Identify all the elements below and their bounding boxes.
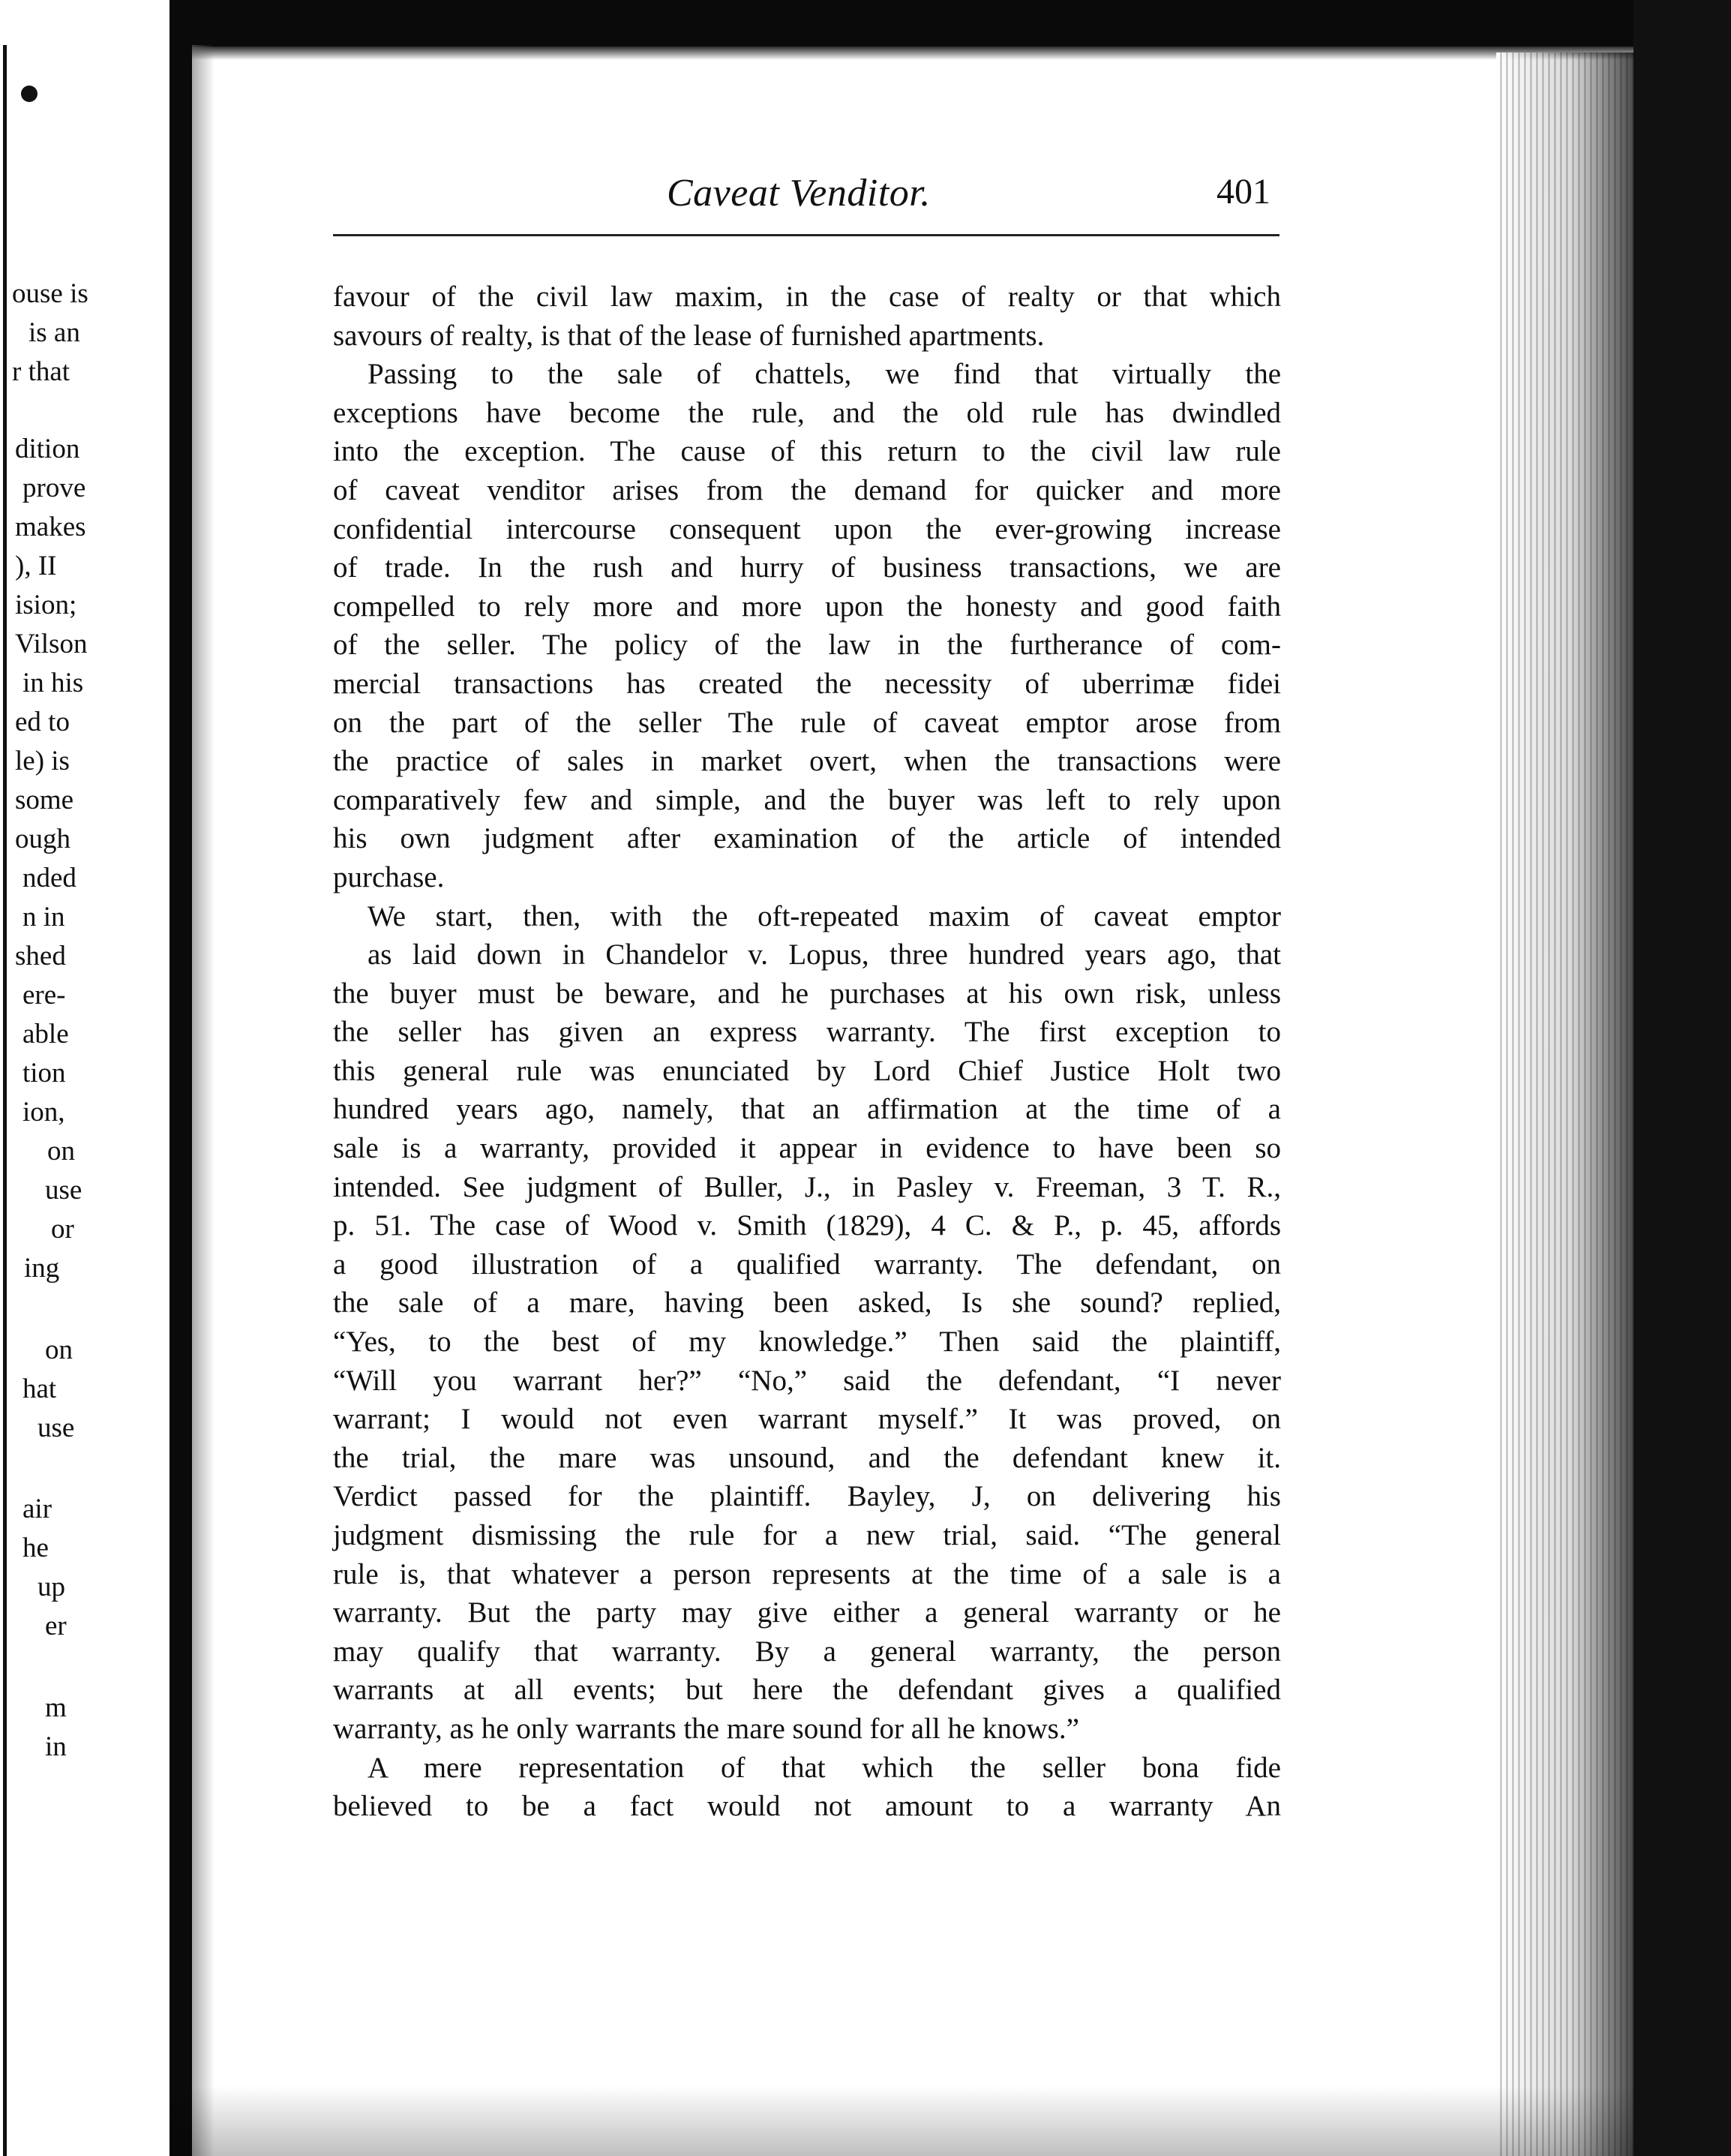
text-line: warrant; I would not even warrant myself.” It was proved, on: [333, 1403, 1281, 1436]
text-line: the seller has given an express warranty. The first exception to: [333, 1016, 1281, 1049]
text-line: We start, then, with the oft-repeated maxim of caveat emptor: [368, 899, 1281, 932]
text-line: warranty, as he only warrants the mare sound for all he knows.”: [333, 1712, 1079, 1745]
text-line: savours of realty, is that of the lease of furnished apartments.: [333, 319, 1045, 352]
margin-fragment: ed to: [15, 707, 70, 737]
text-line: a good illustration of a qualified warranty. The defendant, on: [333, 1248, 1281, 1281]
text-line: on the part of the seller The rule of caveat emptor arose from: [333, 706, 1281, 739]
text-line: the sale of a mare, having been asked, Is she sound? replied,: [333, 1287, 1281, 1320]
margin-fragment: ion,: [22, 1097, 65, 1128]
margin-fragment: in his: [22, 668, 84, 698]
text-line: the buyer must be beware, and he purchases at his own risk, unless: [333, 977, 1281, 1010]
text-line: sale is a warranty, provided it appear in evidence to have been so: [333, 1132, 1281, 1165]
margin-fragment: ough: [15, 824, 70, 854]
margin-fragment: n in: [22, 902, 65, 932]
margin-fragment: on: [45, 1335, 73, 1365]
text-line: confidential intercourse consequent upon the ever-growing increase: [333, 512, 1281, 545]
margin-fragment: ision;: [15, 590, 77, 620]
text-line: hundred years ago, namely, that an affirmation at the time of a: [333, 1093, 1281, 1126]
text-line: of the seller. The policy of the law in the furtherance of com-: [333, 629, 1281, 662]
margin-fragment: le) is: [15, 746, 70, 776]
text-line: rule is, that whatever a person represents at the time of a sale is a: [333, 1557, 1281, 1590]
page-number: 401: [1216, 172, 1270, 212]
scan-top-border: [170, 0, 1688, 47]
text-line: compelled to rely more and more upon the honesty and good faith: [333, 590, 1281, 623]
text-line: intended. See judgment of Buller, J., in Pasley v. Freeman, 3 T. R.,: [333, 1170, 1281, 1203]
text-line: judgment dismissing the rule for a new trial, said. “The general: [333, 1519, 1281, 1551]
margin-fragment: able: [22, 1019, 69, 1049]
margin-fragment: some: [15, 785, 74, 815]
text-line: warranty. But the party may give either a general warranty or he: [333, 1596, 1281, 1629]
margin-fragment: ing: [24, 1253, 60, 1284]
text-line: mercial transactions has created the necessity of uberrimæ fidei: [333, 667, 1281, 700]
text-line: Verdict passed for the plaintiff. Bayley, J, on delivering his: [333, 1480, 1281, 1513]
margin-fragment: ), II: [15, 551, 57, 581]
margin-fragment: hat: [22, 1374, 57, 1404]
page-header: [333, 171, 1278, 246]
margin-fragment: tion: [22, 1058, 66, 1089]
margin-fragment: is an: [28, 317, 80, 348]
body-text: [333, 278, 1281, 1826]
header-rule: [333, 234, 1280, 236]
text-line: of trade. In the rush and hurry of business transactions, we are: [333, 551, 1281, 584]
scan-speck: [21, 86, 38, 102]
text-line: the trial, the mare was unsound, and the defendant knew it.: [333, 1441, 1281, 1474]
margin-fragment: prove: [22, 473, 86, 503]
text-line: p. 51. The case of Wood v. Smith (1829), 4 C. & P., p. 45, affords: [333, 1209, 1281, 1242]
margin-fragment: use: [38, 1413, 75, 1443]
page-edge-grain: [1496, 53, 1634, 2156]
margin-fragment: nded: [22, 863, 76, 893]
scan-right-border: [1634, 0, 1731, 2156]
margin-fragment: up: [38, 1572, 65, 1602]
margin-fragment: air: [22, 1494, 52, 1524]
margin-fragment: on: [47, 1136, 75, 1167]
facing-page-edge: [3, 45, 7, 2156]
text-line: A mere representation of that which the seller bona fide: [368, 1751, 1281, 1784]
text-line: Passing to the sale of chattels, we find that virtually the: [368, 358, 1281, 391]
spine-shadow: [192, 45, 214, 2156]
book-spine: [170, 0, 192, 2156]
scan-bottom-shadow: [170, 2085, 1634, 2156]
text-line: favour of the civil law maxim, in the case of realty or that which: [333, 281, 1281, 313]
margin-fragment: or: [51, 1214, 74, 1245]
text-line: comparatively few and simple, and the buyer was left to rely upon: [333, 783, 1281, 816]
running-title: Caveat Venditor.: [667, 172, 931, 215]
text-line: the practice of sales in market overt, when the transactions were: [333, 745, 1281, 778]
margin-fragment: in: [45, 1731, 67, 1762]
text-line: purchase.: [333, 860, 445, 893]
margin-fragment: use: [45, 1175, 82, 1206]
margin-fragment: Vilson: [15, 629, 88, 659]
scan-top-shadow: [170, 47, 1688, 60]
margin-fragment: he: [22, 1533, 49, 1563]
margin-fragment: er: [45, 1611, 67, 1641]
text-line: “Yes, to the best of my knowledge.” Then said the plaintiff,: [333, 1326, 1281, 1359]
margin-fragment: shed: [15, 941, 66, 971]
text-line: this general rule was enunciated by Lord Chief Justice Holt two: [333, 1054, 1281, 1087]
text-line: as laid down in Chandelor v. Lopus, three hundred years ago, that: [368, 938, 1281, 971]
text-line: of caveat venditor arises from the demand for quicker and more: [333, 473, 1281, 506]
text-line: his own judgment after examination of the article of intended: [333, 822, 1281, 855]
margin-fragment: r that: [12, 356, 70, 387]
text-line: “Will you warrant her?” “No,” said the defendant, “I never: [333, 1364, 1281, 1397]
text-line: believed to be a fact would not amount to a warranty An: [333, 1790, 1281, 1823]
text-line: exceptions have become the rule, and the old rule has dwindled: [333, 396, 1281, 429]
margin-fragment: dition: [15, 434, 80, 464]
margin-fragment: ouse is: [12, 278, 88, 309]
margin-fragment: makes: [15, 512, 86, 542]
text-line: may qualify that warranty. By a general warranty, the person: [333, 1635, 1281, 1668]
text-line: warrants at all events; but here the defendant gives a qualified: [333, 1674, 1281, 1707]
margin-fragment: m: [45, 1692, 67, 1723]
text-line: into the exception. The cause of this return to the civil law rule: [333, 435, 1281, 468]
margin-fragment: ere-: [22, 980, 66, 1010]
